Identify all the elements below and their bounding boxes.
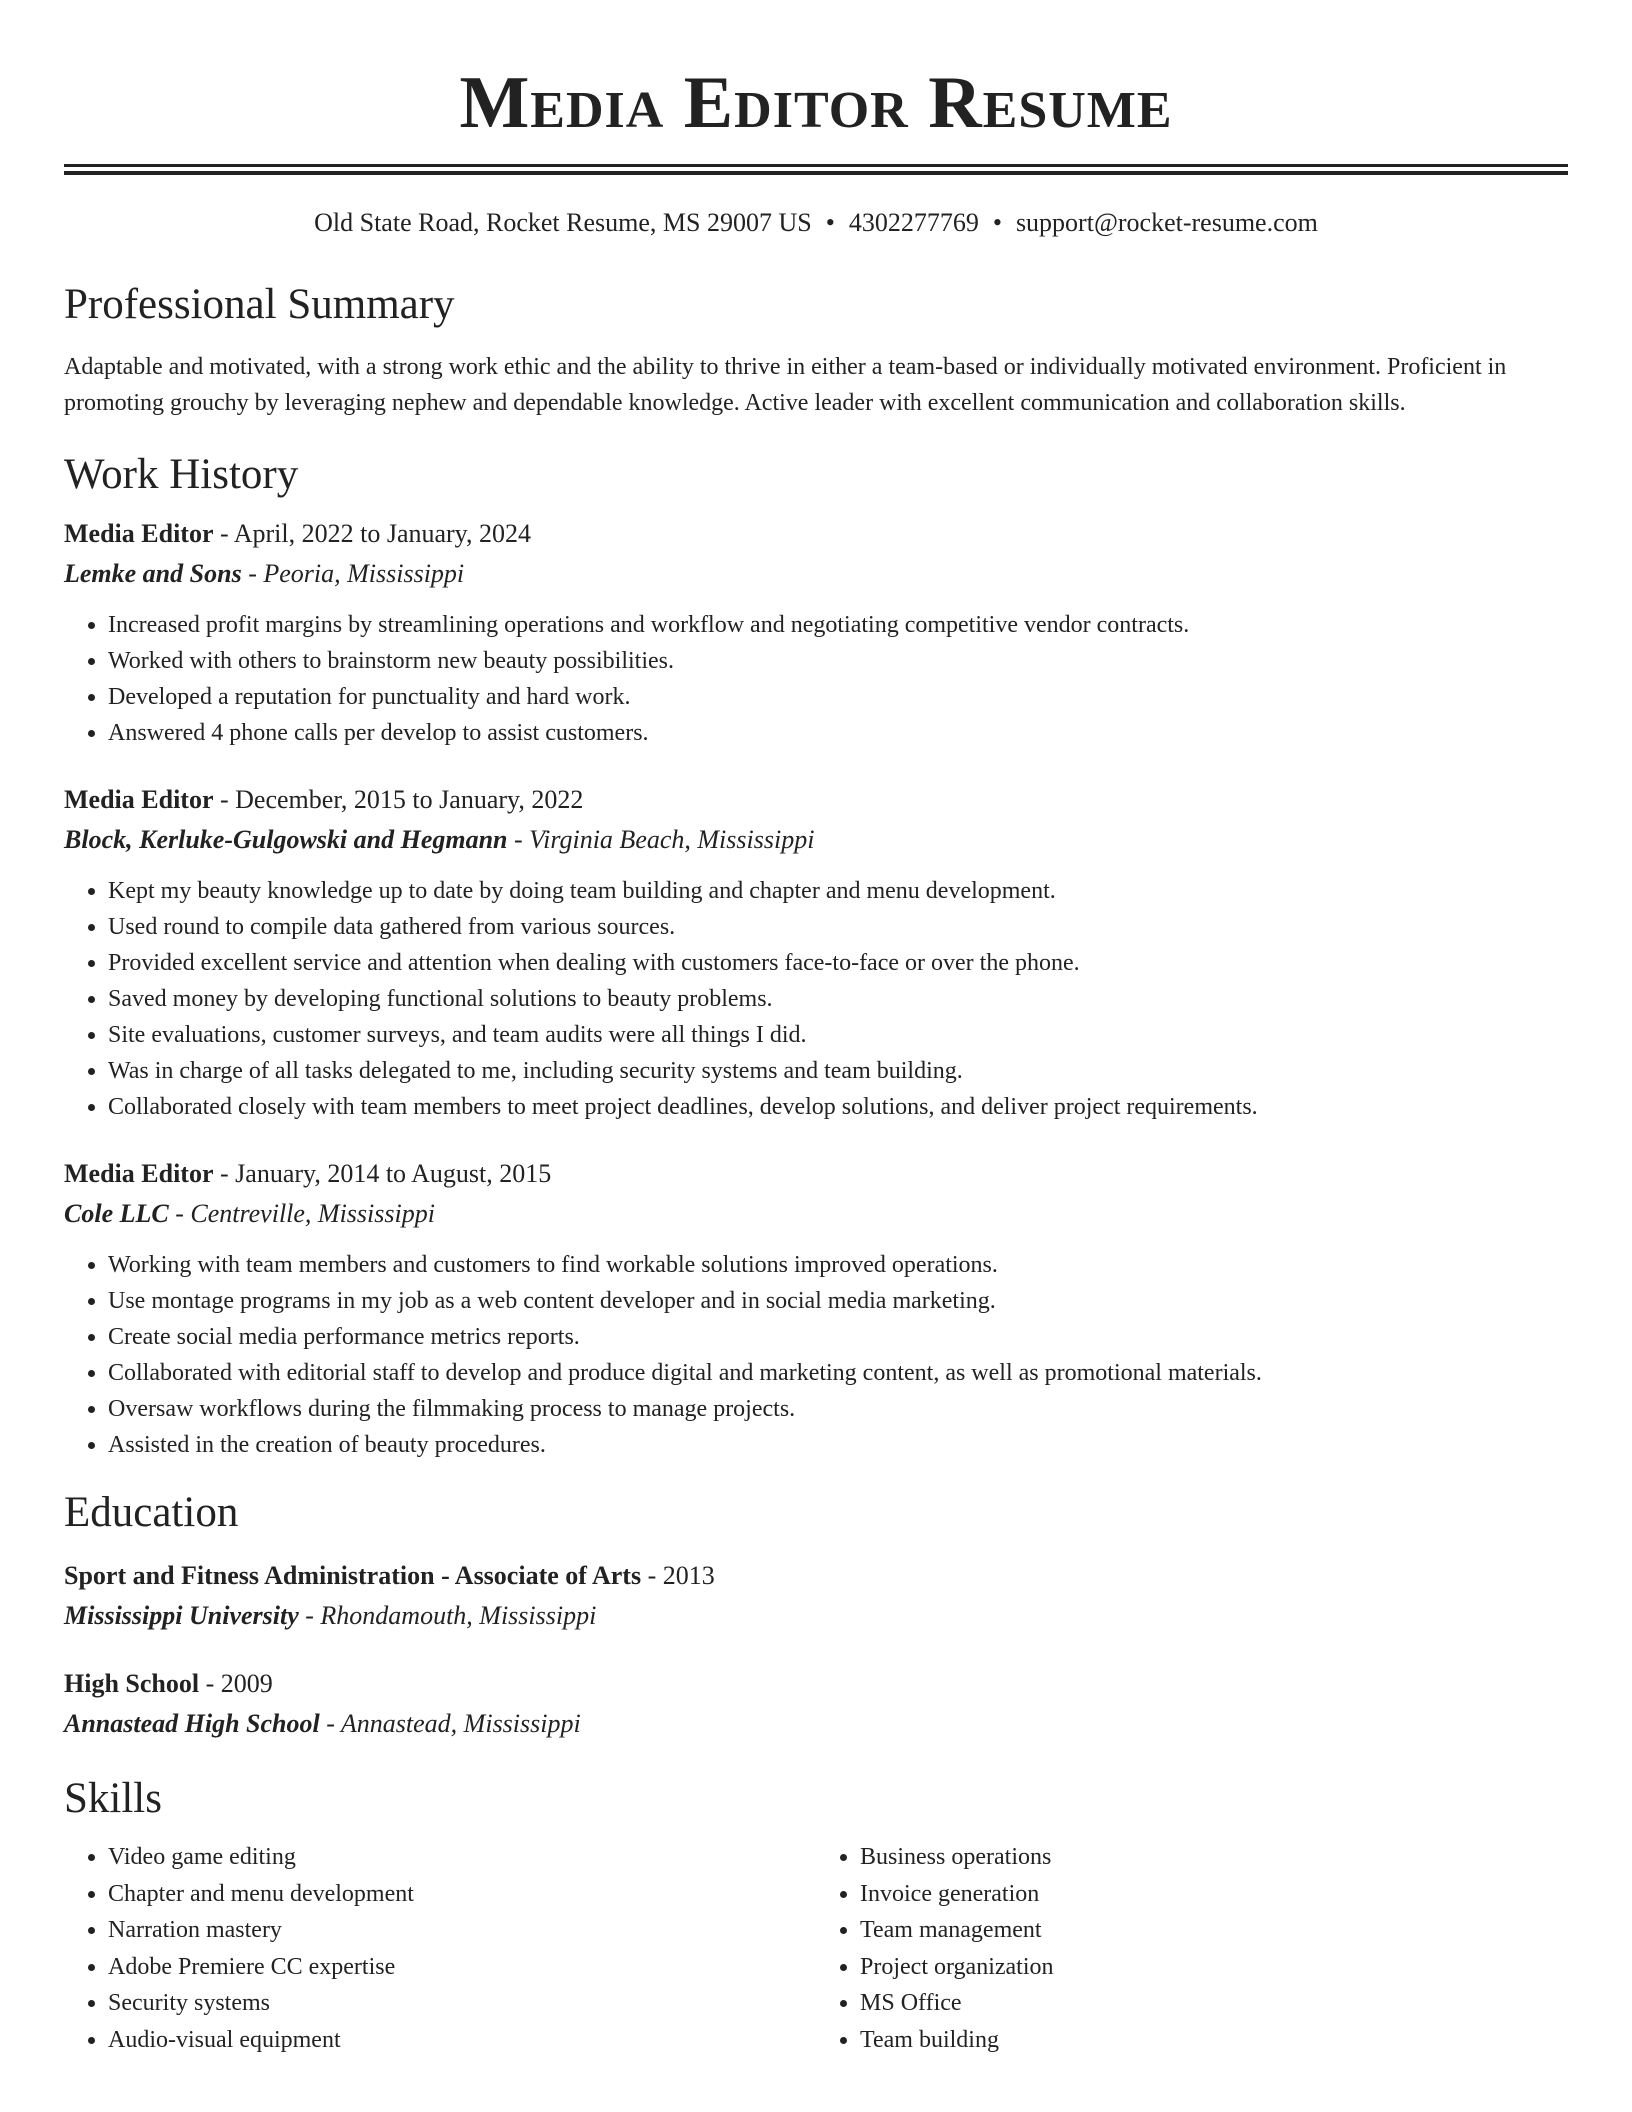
job-bullets	[64, 873, 1568, 1125]
list-item: • Developed a reputation for punctuality and hard work.	[108, 679, 1568, 715]
list-item: • Oversaw workflows during the filmmaking process to manage projects.	[108, 1391, 1568, 1427]
education-location: - Annastead, Mississippi	[319, 1709, 581, 1738]
list-item: • Worked with others to brainstorm new beauty possibilities.	[108, 643, 1568, 679]
skill-item: • Project organization	[860, 1949, 1568, 1986]
skill-item: • Team management	[860, 1912, 1568, 1949]
list-item: • Saved money by developing functional solutions to beauty problems.	[108, 981, 1568, 1017]
job-company: Lemke and Sons	[64, 559, 242, 588]
job-company: Cole LLC	[64, 1199, 169, 1228]
education-school: Mississippi University	[64, 1601, 299, 1630]
list-item: • Working with team members and customers to find workable solutions improved operations.	[108, 1247, 1568, 1283]
contact-email: support@rocket-resume.com	[1015, 208, 1318, 237]
page-title: Media Editor Resume	[459, 62, 1173, 144]
job-entry	[64, 515, 1568, 593]
job-company-line	[64, 555, 1568, 593]
job-title-line	[64, 781, 1568, 819]
skill-item: • MS Office	[860, 1985, 1568, 2022]
contact-phone: 4302277769	[848, 208, 979, 237]
education-degree: Sport and Fitness Administration - Associate of Arts	[64, 1561, 642, 1590]
education-school-line	[64, 1705, 1568, 1743]
job-location: - Centreville, Mississippi	[168, 1199, 435, 1228]
skill-item: • Security systems	[108, 1985, 816, 2022]
list-item: • Kept my beauty knowledge up to date by doing team building and chapter and menu development.	[108, 873, 1568, 909]
list-item: • Used round to compile data gathered from various sources.	[108, 909, 1568, 945]
contact-separator: •	[992, 208, 1002, 237]
job-company-line	[64, 821, 1568, 859]
list-item: • Collaborated closely with team members to meet project deadlines, develop solutions, and deliver project requirements.	[108, 1089, 1568, 1125]
summary-heading: Professional Summary	[64, 281, 455, 328]
skill-item: • Audio-visual equipment	[108, 2022, 816, 2059]
skills-list-left	[64, 1839, 816, 2058]
contact-address: Old State Road, Rocket Resume, MS 29007 US	[314, 208, 812, 237]
education-degree: High School	[64, 1669, 200, 1698]
list-item: • Answered 4 phone calls per develop to assist customers.	[108, 715, 1568, 751]
summary-text: Adaptable and motivated, with a strong work ethic and the ability to thrive in either a team-based or individually motivated environment. Proficient in promoting grouchy by leveraging nephew and dependable knowledge. Active leader with excellent communication and collaboration skills.	[64, 354, 1507, 416]
job-title-line	[64, 515, 1568, 553]
education-year: - 2009	[199, 1669, 273, 1698]
job-bullets	[64, 607, 1568, 751]
education-school: Annastead High School	[64, 1709, 320, 1738]
education-location: - Rhondamouth, Mississippi	[298, 1601, 597, 1630]
skill-item: • Chapter and menu development	[108, 1876, 816, 1913]
list-item: • Create social media performance metrics reports.	[108, 1319, 1568, 1355]
contact-separator: •	[825, 208, 835, 237]
education-entry	[64, 1557, 1568, 1635]
skill-item: • Invoice generation	[860, 1876, 1568, 1913]
job-company-line	[64, 1195, 1568, 1233]
education-year: - 2013	[641, 1561, 715, 1590]
job-title: Media Editor	[64, 785, 214, 814]
skills-columns	[64, 1839, 1568, 2058]
list-item: • Assisted in the creation of beauty procedures.	[108, 1427, 1568, 1463]
job-entry	[64, 1155, 1568, 1233]
list-item: • Was in charge of all tasks delegated to me, including security systems and team building.	[108, 1053, 1568, 1089]
job-title: Media Editor	[64, 1159, 214, 1188]
job-title: Media Editor	[64, 519, 214, 548]
skills-heading: Skills	[64, 1775, 162, 1822]
work-history-heading: Work History	[64, 451, 299, 498]
education-heading: Education	[64, 1489, 239, 1536]
job-company: Block, Kerluke-Gulgowski and Hegmann	[64, 825, 508, 854]
job-title-line	[64, 1155, 1568, 1193]
skill-item: • Narration mastery	[108, 1912, 816, 1949]
job-dates: - December, 2015 to January, 2022	[213, 785, 584, 814]
job-dates: - January, 2014 to August, 2015	[213, 1159, 552, 1188]
job-location: - Virginia Beach, Mississippi	[507, 825, 815, 854]
list-item: • Site evaluations, customer surveys, and team audits were all things I did.	[108, 1017, 1568, 1053]
education-degree-line	[64, 1557, 1568, 1595]
list-item: • Collaborated with editorial staff to develop and produce digital and marketing content, as well as promotional materials.	[108, 1355, 1568, 1391]
education-school-line	[64, 1597, 1568, 1635]
skill-item: • Video game editing	[108, 1839, 816, 1876]
contact-line	[64, 205, 1568, 241]
skill-item: • Team building	[860, 2022, 1568, 2059]
skills-list-right	[816, 1839, 1568, 2058]
skill-item: • Business operations	[860, 1839, 1568, 1876]
title-divider	[64, 164, 1568, 175]
skill-item: • Adobe Premiere CC expertise	[108, 1949, 816, 1986]
education-degree-line	[64, 1665, 1568, 1703]
list-item: • Provided excellent service and attention when dealing with customers face-to-face or over the phone.	[108, 945, 1568, 981]
job-location: - Peoria, Mississippi	[241, 559, 465, 588]
job-bullets	[64, 1247, 1568, 1463]
list-item: • Increased profit margins by streamlining operations and workflow and negotiating competitive vendor contracts.	[108, 607, 1568, 643]
education-entry	[64, 1665, 1568, 1743]
list-item: • Use montage programs in my job as a web content developer and in social media marketing.	[108, 1283, 1568, 1319]
job-dates: - April, 2022 to January, 2024	[213, 519, 531, 548]
job-entry	[64, 781, 1568, 859]
